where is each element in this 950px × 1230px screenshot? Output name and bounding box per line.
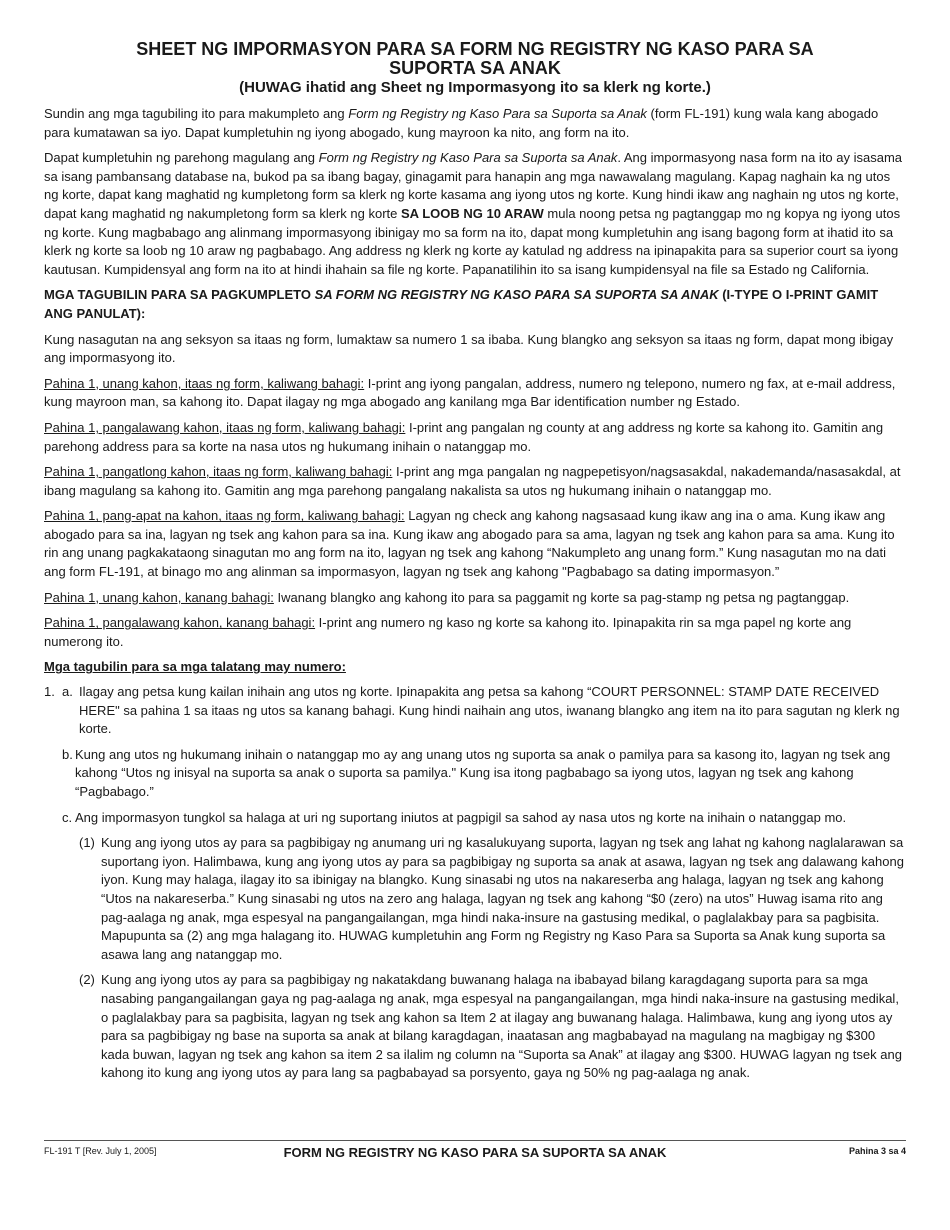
- numbered-item-1b: [44, 746, 906, 802]
- intro-paragraph-2: Dapat kumpletuhin ng parehong magulang ang Form ng Registry ng Kaso Para sa Suporta sa Anak. Ang impormasyong nasa form na ito ay isasama sa isang pambansang database na, bukod pa sa ibang bagay, ginagamit para hanapin ang mga nawawalang magulang. Kapag naghain ka ng utos ng korte, dapat kang maghatid ng kumpletong form sa klerk ng korte kasama ang iyong utos ng korte. Kung hindi ikaw ang naghain ng utos ng korte, dapat kang maghatid ng nakumpletong form sa klerk ng korte SA LOOB NG 10 ARAW mula noong petsa ng pagtanggap mo ng kopya ng iyong utos ng korte. Kung magbabago ang alinmang impormasyong ibinigay mo sa form na ito, dapat mong kumpletuhin ang isang bagong form at ihatid ito sa klerk ng korte sa loob ng 10 araw ng pagbabago. Ang address ng klerk ng korte ay katulad ng address na ipinapakita para sa superior court sa iyong kautusan. Kumpidensyal ang form na ito at hindi ihahain sa file ng korte. Papanatilihin ito sa isang kumpidensyal na file sa Estado ng California.: [44, 150, 903, 277]
- instruction-label: Pahina 1, pang-apat na kahon, itaas ng form, kaliwang bahagi:: [44, 508, 405, 524]
- item-text: Kung ang iyong utos ay para sa pagbibigay ng anumang uri ng kasalukuyang suporta, lagyan ng tsek ang lahat ng kahong naglalarawan sa suportang iyon. Halimbawa, kung ang iyong utos ay para sa pagbibigay ng suporta sa anak at asawa, lagyan ng tsek ang dalawang kahong iyon. Kung may halaga, ilagay ito sa ibinigay na blangko. Kung sinasabi ng utos na nakareserba ang halaga, lagyan ng tsek ang kahong “Utos na nakareserba.” Kung sinasabi ng utos na zero ang halaga, lagyan ng tsek ang kahong “$0 (zero) na utos” Huwag isama rito ang pag-aalaga ng anak, mga espesyal na pangangailangan, mga hindi naka-insure na gastusing medikal, o paglalakbay para sa pagbisita. Mapupunta sa (2) ang mga halagang ito. HUWAG kumpletuhin ang Form ng Registry ng Kaso Para sa Suporta sa Anak kung suporta sa asawa lang ang natanggap mo.: [101, 835, 904, 962]
- numbered-item-1c-2: [44, 971, 906, 1083]
- page-subtitle: (HUWAG ihatid ang Sheet ng Impormasyong ito sa klerk ng korte.): [239, 79, 711, 96]
- item-text: Ilagay ang petsa kung kailan inihain ang utos ng korte. Ipinapakita ang petsa sa kahong “COURT PERSONNEL: STAMP DATE RECEIVED HERE" sa pahina 1 sa itaas ng utos sa kanang bahagi. Kung hindi naihain ang utos, iwanang blangko ang item na ito para sagutan ng klerk ng korte.: [79, 684, 900, 737]
- instruction-item: Pahina 1, pangalawang kahon, itaas ng form, kaliwang bahagi: I-print ang pangalan ng county at ang address ng korte sa kahong ito. Gamitin ang parehong address para sa korte na nasa utos ng hukumang inihain o natanggap mo.: [44, 419, 884, 454]
- instruction-item: Pahina 1, pangalawang kahon, kanang bahagi: I-print ang numero ng kaso ng korte sa kahong ito. Ipinapakita rin sa mga papel ng korte ang numerong ito.: [44, 615, 852, 649]
- numbered-instructions-heading: Mga tagubilin para sa mga talatang may numero:: [44, 659, 346, 675]
- deadline-emphasis: SA LOOB NG 10 ARAW: [401, 205, 544, 221]
- form-name-italic: Form ng Registry ng Kaso Para sa Suporta sa Anak: [318, 150, 618, 166]
- instruction-item: Pahina 1, pang-apat na kahon, itaas ng form, kaliwang bahagi: Lagyan ng check ang kahong nagsasaad kung ikaw ang ina o ama. Kung ikaw ang abogado para sa ina, lagyan ng tsek ang kahon para sa ina. Kung ikaw ang abogado para sa ama, lagyan ng tsek ang kahon para sa ama. Kung ito rin ang unang pagkakataong sinagutan mo ang form na ito, lagyan ng tsek ang kahong “Nakumpleto ang unang form.” Kung nasagutan mo na dati ang form FL-191, at binago mo ang alinman sa impormasyon, lagyan ng tsek ang kahong "Pagbabago sa dating impormasyon.”: [44, 508, 895, 580]
- instruction-item: Pahina 1, pangatlong kahon, itaas ng form, kaliwang bahagi: I-print ang mga pangalan ng nagpepetisyon/nagsasakdal, nakademanda/nasasakdal, at ibang magulang sa kahong ito. Gamitin ang mga parehong pangalang nakalista sa utos ng hukumang inihain o natanggap mo.: [44, 464, 901, 498]
- instruction-label: Pahina 1, pangalawang kahon, kanang bahagi:: [44, 615, 316, 631]
- footer-form-title: FORM NG REGISTRY NG KASO PARA SA SUPORTA SA ANAK: [283, 1145, 667, 1160]
- item-text: Ang impormasyon tungkol sa halaga at uri ng suportang iniutos at pagpigil sa sahod ay nasa utos ng korte na inihain o natanggap mo.: [75, 809, 847, 825]
- numbered-item-1a: [44, 683, 906, 739]
- document-page: [44, 40, 906, 1090]
- page-number: Pahina 3 sa 4: [848, 1146, 906, 1156]
- page-footer: [44, 1140, 906, 1160]
- item-number: 1.: [44, 684, 55, 700]
- instruction-item: Pahina 1, unang kahon, itaas ng form, kaliwang bahagi: I-print ang iyong pangalan, address, numero ng telepono, numero ng fax, at e-mail address, kung mayroon man, sa kahong ito. Dapat ilagay ng mga abogado ang kanilang mga Bar identification number ng Estado.: [44, 375, 896, 410]
- instruction-label: Pahina 1, unang kahon, kanang bahagi:: [44, 589, 274, 605]
- form-name-italic: Form ng Registry ng Kaso Para sa Suporta sa Anak: [348, 106, 647, 121]
- skip-instruction: Kung nasagutan na ang seksyon sa itaas ng form, lumaktaw sa numero 1 sa ibaba. Kung blangko ang seksyon sa itaas ng form, dapat mong ibigay ang impormasyong ito.: [44, 331, 894, 366]
- numbered-item-1c-1: [44, 834, 906, 964]
- item-text: Kung ang utos ng hukumang inihain o natanggap mo ay ang unang utos ng suporta sa anak o pamilya para sa kasong ito, lagyan ng tsek ang kahong “Utos ng inisyal na suporta sa anak o suporta sa pamilya." Kung isa itong pagbabago sa iyong utos, lagyan ng tsek ang kahong “Pagbabago.”: [75, 746, 891, 799]
- item-letter: a.: [62, 684, 73, 700]
- instruction-label: Pahina 1, unang kahon, itaas ng form, kaliwang bahagi:: [44, 375, 365, 391]
- instruction-item: Pahina 1, unang kahon, kanang bahagi: Iwanang blangko ang kahong ito para sa paggamit ng korte sa pag-stamp ng petsa ng pagtanggap.: [44, 589, 850, 605]
- page-title: SHEET NG IMPORMASYON PARA SA FORM NG REGISTRY NG KASO PARA SA SUPORTA SA ANAK: [136, 39, 814, 78]
- instruction-label: Pahina 1, pangatlong kahon, itaas ng form, kaliwang bahagi:: [44, 464, 393, 480]
- item-letter: b.: [62, 746, 73, 762]
- sub-item-number: (2): [79, 972, 95, 988]
- numbered-item-1c: [44, 809, 906, 828]
- instruction-label: Pahina 1, pangalawang kahon, itaas ng form, kaliwang bahagi:: [44, 419, 406, 435]
- intro-paragraph-1: Sundin ang mga tagubiling ito para makumpleto ang Form ng Registry ng Kaso Para sa Suporta sa Anak (form FL-191) kung wala kang abogado para kumatawan sa iyo. Dapat kumpletuhin ng iyong abogado, kung mayroon ka nito, ang form na ito.: [44, 106, 879, 140]
- instructions-heading: MGA TAGUBILIN PARA SA PAGKUMPLETO SA FORM NG REGISTRY NG KASO PARA SA SUPORTA SA ANAK (I-TYPE O I-PRINT GAMIT ANG PANULAT):: [44, 287, 879, 321]
- form-code: FL-191 T [Rev. July 1, 2005]: [44, 1146, 157, 1156]
- item-letter: c.: [62, 809, 73, 825]
- sub-item-number: (1): [79, 835, 95, 851]
- item-text: Kung ang iyong utos ay para sa pagbibigay ng nakatakdang buwanang halaga na ibabayad bilang karagdagang suporta para sa mga nasabing pangangailangan gaya ng pag-aalaga ng anak, mga espesyal na pangangailangan, mga hindi naka-insure na gastusing medikal, o paglalakbay para sa pagbisita, lagyan ng tsek ang kahon sa Item 2 at ilagay ang buwanang halaga. Halimbawa, kung ang iyong utos ay para sa pagbibigay ng base na suporta sa anak at bilang karagdagan, inaatasan ang magbabayad na magulang na magbigay ng $300 kada buwan, lagyan ng tsek ang kahon sa item 2 sa ilalim ng column na “Suporta sa Anak” at ilagay ang $300. HUWAG lagyan ng tsek ang kahong ito kung ang iyong utos ay para lang sa pagbabayad sa porsyento, gaya ng 50% ng pag-aalaga ng anak.: [101, 972, 902, 1081]
